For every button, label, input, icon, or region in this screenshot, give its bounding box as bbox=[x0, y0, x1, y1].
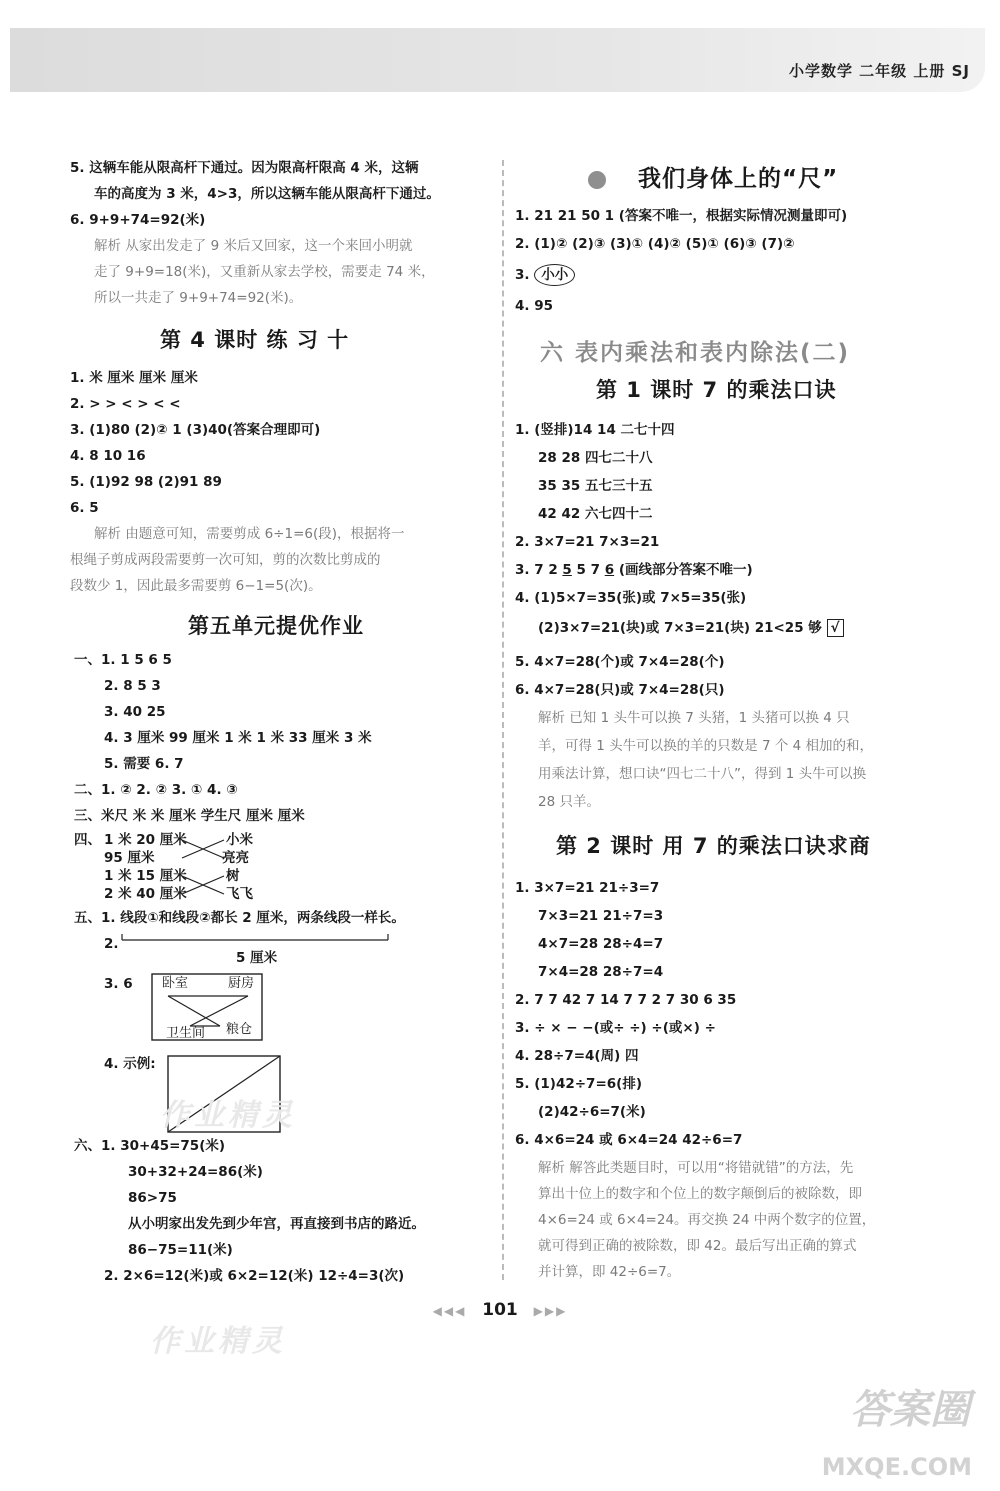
answer-line: 7×3=21 21÷7=3 bbox=[538, 908, 664, 924]
section-heading-lesson4: 第 4 课时 练 习 十 bbox=[160, 328, 350, 352]
text-segment: 3. 7 2 bbox=[515, 562, 563, 578]
answer-line: 35 35 五七三十五 bbox=[538, 478, 653, 494]
answer-number: 3. bbox=[515, 267, 530, 283]
room-label: 厨房 bbox=[228, 976, 255, 991]
answer-line: 5. 需要 6. 7 bbox=[104, 756, 184, 772]
page-number: 101 bbox=[482, 1300, 518, 1320]
answer-line: 4. 示例: bbox=[104, 1056, 156, 1072]
answer-line: 六、1. 30+45=75(米) bbox=[74, 1138, 226, 1154]
right-arrows-icon: ▶▶▶ bbox=[533, 1304, 568, 1318]
check-box: √ bbox=[827, 619, 844, 637]
answer-line: 3. 40 25 bbox=[104, 704, 166, 720]
answer-line: 1. (竖排)14 14 二七十四 bbox=[515, 422, 675, 438]
answer-line: 一、1. 1 5 6 5 bbox=[74, 652, 172, 668]
header-title: 小学数学 二年级 上册 SJ bbox=[788, 62, 970, 80]
segment-length-label: 5 厘米 bbox=[236, 950, 278, 966]
explanation-line: 解析 从家出发走了 9 米后又回家，这一个来回小明就 bbox=[94, 238, 413, 254]
answer-line: 从小明家出发先到少年宫，再直接到书店的路近。 bbox=[128, 1216, 425, 1232]
answer-6: 6. 9+9+74=92(米) bbox=[70, 212, 206, 228]
answer-line: 5. (1)42÷7=6(排) bbox=[515, 1076, 642, 1092]
answer-line: 3. ÷ × − −(或÷ ÷) ÷(或×) ÷ bbox=[515, 1020, 716, 1036]
unit-heading: 六 表内乘法和表内除法(二) bbox=[540, 340, 851, 366]
section-heading-body-ruler bbox=[588, 160, 838, 193]
room-label: 卫生间 bbox=[166, 1026, 206, 1041]
answer-line: 5. 4×7=28(个)或 7×4=28(个) bbox=[515, 654, 725, 670]
explanation-line: 就可得到正确的被除数，即 42。最后写出正确的算式 bbox=[538, 1238, 857, 1254]
room-label: 粮仓 bbox=[226, 1022, 253, 1037]
answer-line: 30+32+24=86(米) bbox=[128, 1164, 263, 1180]
matching-label: 四、 bbox=[74, 832, 101, 848]
matching-lines bbox=[180, 830, 230, 906]
explanation-line: 并计算，即 42÷6=7。 bbox=[538, 1264, 681, 1280]
watermark-url: MXQE.COM bbox=[821, 1453, 972, 1481]
answer-line: 5. (1)92 98 (2)91 89 bbox=[70, 474, 222, 490]
bullet-dot-icon bbox=[588, 171, 606, 189]
answer-line: 三、米尺 米 米 厘米 学生尺 厘米 厘米 bbox=[74, 808, 305, 824]
explanation-line: 解析 解答此类题目时，可以用“将错就错”的方法，先 bbox=[538, 1160, 854, 1176]
section-title-text: 我们身体上的“尺” bbox=[638, 166, 839, 192]
matching-left-2: 95 厘米 bbox=[104, 850, 155, 866]
answer-line: 2. bbox=[104, 936, 119, 952]
watermark-text: 作业精灵 bbox=[150, 1324, 286, 1359]
answer-line: 28 28 四七二十八 bbox=[538, 450, 653, 466]
answer-line: 3. 6 bbox=[104, 976, 133, 992]
explanation-line: 羊，可得 1 头牛可以换的羊的只数是 7 个 4 相加的和， bbox=[538, 738, 874, 754]
answer-line: 2. > > < > < < bbox=[70, 396, 181, 412]
explanation-line: 所以一共走了 9+9+74=92(米)。 bbox=[94, 290, 303, 306]
section-heading-lesson1: 第 1 课时 7 的乘法口诀 bbox=[596, 378, 837, 402]
answer-line: 4. 95 bbox=[515, 298, 554, 314]
explanation-line: 4×6=24 或 6×4=24。再交换 24 中两个数字的位置， bbox=[538, 1212, 876, 1228]
answer-line: 4. 8 10 16 bbox=[70, 448, 146, 464]
matching-right-4: 飞飞 bbox=[226, 886, 253, 902]
answer-5: 5. 这辆车能从限高杆下通过。因为限高杆限高 4 米，这辆 bbox=[70, 160, 419, 176]
answer-line: 86−75=11(米) bbox=[128, 1242, 233, 1258]
answer-line: 2. 8 5 3 bbox=[104, 678, 161, 694]
answer-line: 6. 4×7=28(只)或 7×4=28(只) bbox=[515, 682, 725, 698]
answer-line: 7×4=28 28÷7=4 bbox=[538, 964, 664, 980]
explanation-line: 用乘法计算，想口诀“四七二十八”，得到 1 头牛可以换 bbox=[538, 766, 867, 782]
explanation-line: 走了 9+9=18(米)，又重新从家去学校，需要走 74 米， bbox=[94, 264, 435, 280]
answer-line: 4. 28÷7=4(周) 四 bbox=[515, 1048, 639, 1064]
answer-line: 6. 4×6=24 或 6×4=24 42÷6=7 bbox=[515, 1132, 743, 1148]
explanation-line: 28 只羊。 bbox=[538, 794, 600, 810]
answer-line: 86>75 bbox=[128, 1190, 177, 1206]
answer-line: 4×7=28 28÷4=7 bbox=[538, 936, 664, 952]
section-heading-unit5: 第五单元提优作业 bbox=[188, 614, 364, 638]
answer-line: 五、1. 线段①和线段②都长 2 厘米，两条线段一样长。 bbox=[74, 910, 405, 926]
answer-line: 2. 7 7 42 7 14 7 7 2 7 30 6 35 bbox=[515, 992, 737, 1008]
underlined-answer: 5 bbox=[562, 562, 572, 578]
section-heading-lesson2: 第 2 课时 用 7 的乘法口诀求商 bbox=[556, 834, 871, 858]
text-segment: (2)3×7=21(块)或 7×3=21(块) 21<25 够 bbox=[538, 620, 822, 636]
answer-line: (2)42÷6=7(米) bbox=[538, 1104, 646, 1120]
answer-line: 2. (1)② (2)③ (3)① (4)② (5)① (6)③ (7)② bbox=[515, 236, 795, 252]
answer-line: 4. 3 厘米 99 厘米 1 米 1 米 33 厘米 3 米 bbox=[104, 730, 372, 746]
watermark-text: 作业精灵 bbox=[160, 1098, 296, 1133]
answer-5-cont: 车的高度为 3 米，4>3，所以这辆车能从限高杆下通过。 bbox=[94, 186, 440, 202]
matching-left-4: 2 米 40 厘米 bbox=[104, 886, 187, 902]
answer-line: 42 42 六七四十二 bbox=[538, 506, 653, 522]
answer-line: 1. 3×7=21 21÷3=7 bbox=[515, 880, 660, 896]
explanation-line: 段数少 1，因此最多需要剪 6−1=5(次)。 bbox=[70, 578, 322, 594]
answer-line bbox=[515, 264, 575, 286]
text-segment: (画线部分答案不唯一) bbox=[614, 562, 753, 578]
underlined-answer: 6 bbox=[604, 562, 615, 578]
answer-line bbox=[515, 560, 753, 580]
explanation-line: 算出十位上的数字和个位上的数字颠倒后的被除数，即 bbox=[538, 1186, 862, 1202]
matching-left-1: 1 米 20 厘米 bbox=[104, 832, 187, 848]
circled-answer: 小小 bbox=[534, 264, 575, 286]
matching-right-2: 亮亮 bbox=[222, 850, 249, 866]
watermark-logo: 答案圈 bbox=[850, 1387, 970, 1433]
column-divider bbox=[502, 160, 504, 1280]
segment-drawing bbox=[120, 932, 395, 946]
room-label: 卧室 bbox=[162, 976, 189, 991]
answer-line: 1. 米 厘米 厘米 厘米 bbox=[70, 370, 198, 386]
answer-line: 1. 21 21 50 1 (答案不唯一，根据实际情况测量即可) bbox=[515, 208, 848, 224]
left-arrows-icon: ◀◀◀ bbox=[432, 1304, 467, 1318]
explanation-line: 解析 已知 1 头牛可以换 7 头猪，1 头猪可以换 4 只 bbox=[538, 710, 850, 726]
matching-left-3: 1 米 15 厘米 bbox=[104, 868, 187, 884]
matching-right-3: 树 bbox=[226, 868, 240, 884]
answer-line bbox=[538, 618, 844, 638]
answer-line: 6. 5 bbox=[70, 500, 99, 516]
explanation-line: 解析 由题意可知，需要剪成 6÷1=6(段)，根据将一 bbox=[94, 526, 405, 542]
text-segment: 5 7 bbox=[571, 562, 605, 578]
explanation-line: 根绳子剪成两段需要剪一次可知，剪的次数比剪成的 bbox=[70, 552, 381, 568]
answer-line: 4. (1)5×7=35(张)或 7×5=35(张) bbox=[515, 590, 747, 606]
answer-line: 二、1. ② 2. ② 3. ① 4. ③ bbox=[74, 782, 238, 798]
matching-right-1: 小米 bbox=[226, 832, 253, 848]
answer-line: 2. 3×7=21 7×3=21 bbox=[515, 534, 660, 550]
answer-line: 3. (1)80 (2)② 1 (3)40(答案合理即可) bbox=[70, 422, 321, 438]
answer-line: 2. 2×6=12(米)或 6×2=12(米) 12÷4=3(次) bbox=[104, 1268, 405, 1284]
